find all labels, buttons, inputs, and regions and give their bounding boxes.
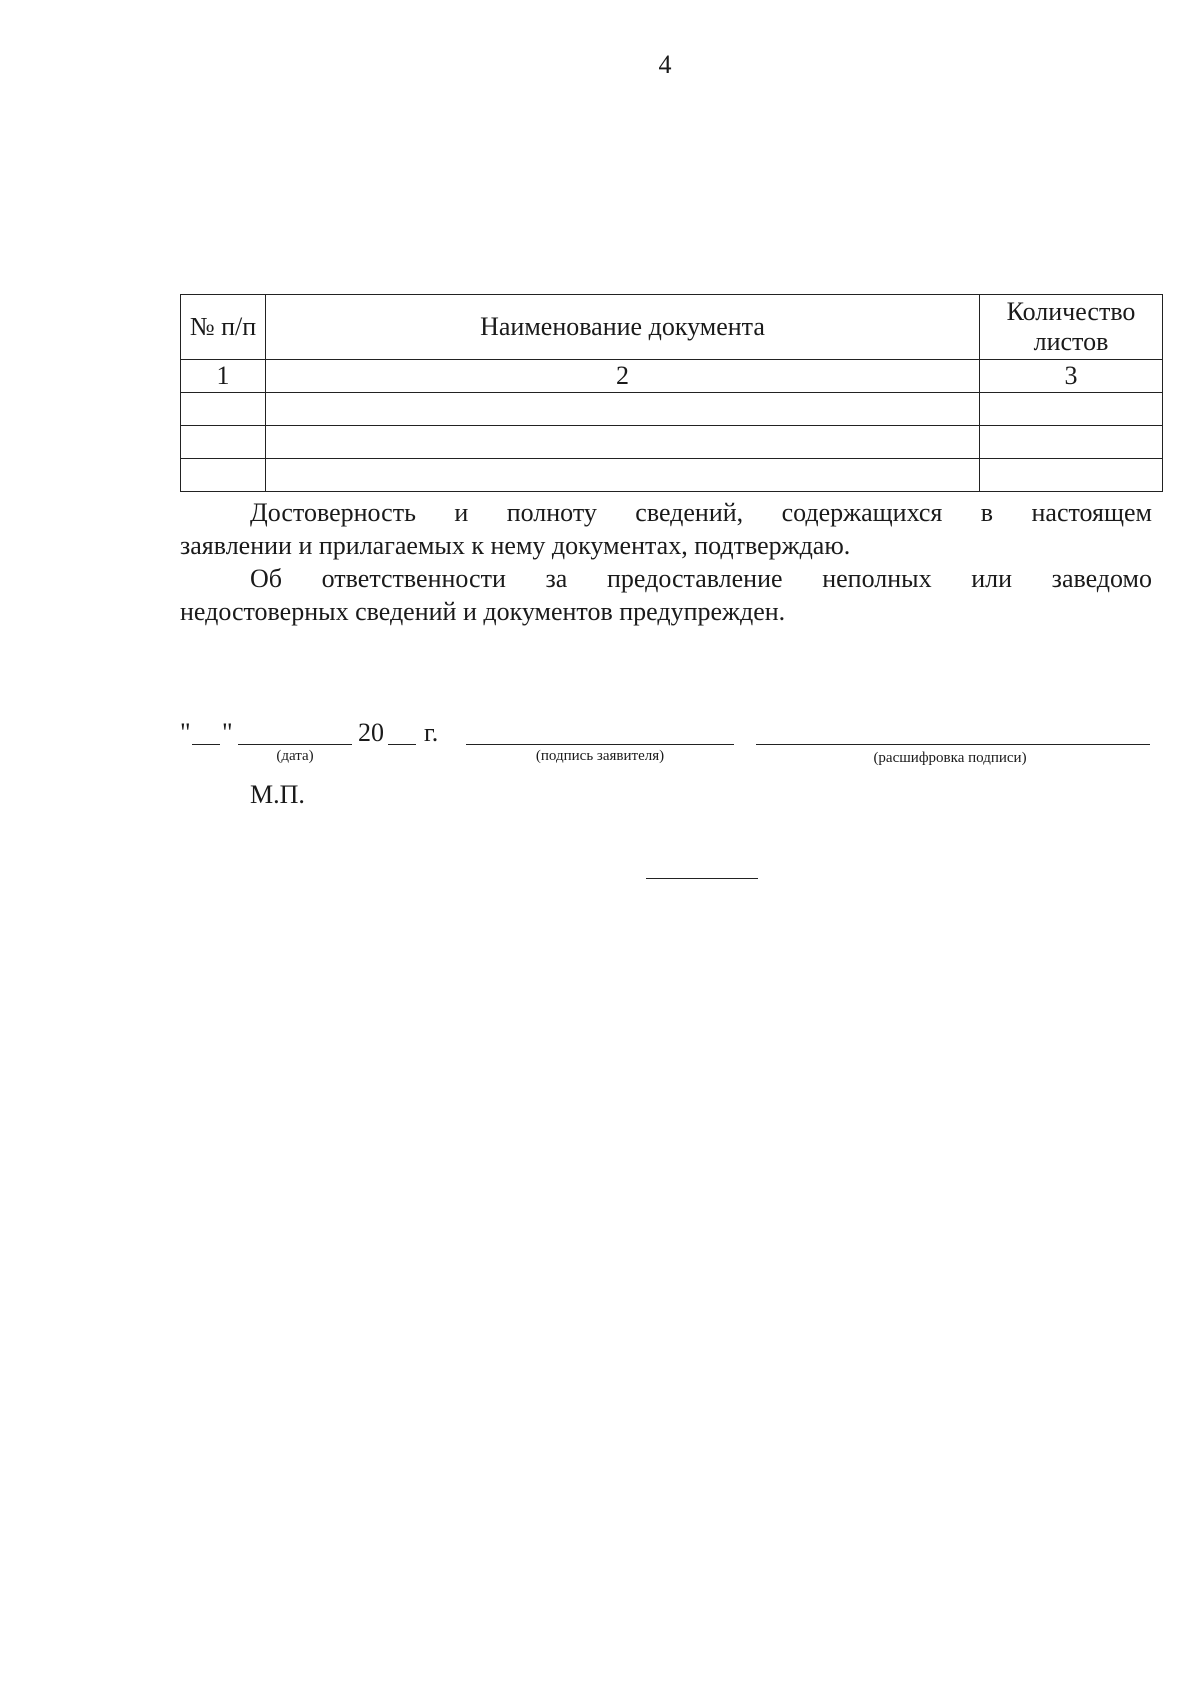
year-prefix: 20 — [358, 718, 384, 747]
table-cell — [266, 393, 980, 426]
day-blank-line — [192, 744, 220, 745]
table-cell — [181, 426, 266, 459]
table-cell — [980, 393, 1163, 426]
table-cell — [980, 459, 1163, 492]
table-numbering-row — [181, 360, 1163, 393]
confirmation-line-2: заявлении и прилагаемых к нему документах, подтверждаю. — [180, 531, 851, 560]
liability-line-1: Об ответственности за предоставление неполных или заведомо — [250, 564, 1152, 593]
table-cell — [266, 426, 980, 459]
stamp-label: М.П. — [250, 780, 305, 809]
signature-decode-blank-line — [756, 744, 1150, 745]
liability-line-2: недостоверных сведений и документов предупрежден. — [180, 597, 786, 626]
table-row — [181, 459, 1163, 492]
end-divider — [646, 878, 758, 879]
column-number-3: 3 — [980, 360, 1163, 393]
signature-row — [0, 718, 1200, 778]
column-header-number: № п/п — [181, 295, 266, 360]
table-row — [181, 393, 1163, 426]
date-caption: (дата) — [276, 748, 314, 764]
liability-paragraph — [180, 562, 1152, 628]
year-blank-line — [388, 744, 416, 745]
signature-blank-line — [466, 744, 734, 745]
table-cell — [181, 459, 266, 492]
table-row — [181, 426, 1163, 459]
month-blank-line — [238, 744, 352, 745]
table-cell — [980, 426, 1163, 459]
table-cell — [266, 459, 980, 492]
confirmation-line-1: Достоверность и полноту сведений, содержащихся в настоящем — [250, 498, 1152, 527]
day-quote-open: " — [180, 718, 191, 747]
year-suffix: г. — [424, 718, 439, 747]
column-header-sheet-count: Количество листов — [980, 295, 1163, 360]
documents-table — [180, 294, 1163, 492]
page-number: 4 — [658, 50, 672, 79]
table-header-row — [181, 295, 1163, 360]
column-header-document-name: Наименование документа — [266, 295, 980, 360]
table-cell — [181, 393, 266, 426]
column-number-2: 2 — [266, 360, 980, 393]
day-quote-close: " — [222, 718, 233, 747]
confirmation-paragraph — [180, 496, 1152, 562]
signature-caption: (подпись заявителя) — [535, 748, 665, 764]
column-number-1: 1 — [181, 360, 266, 393]
signature-decode-caption: (расшифровка подписи) — [873, 750, 1027, 766]
